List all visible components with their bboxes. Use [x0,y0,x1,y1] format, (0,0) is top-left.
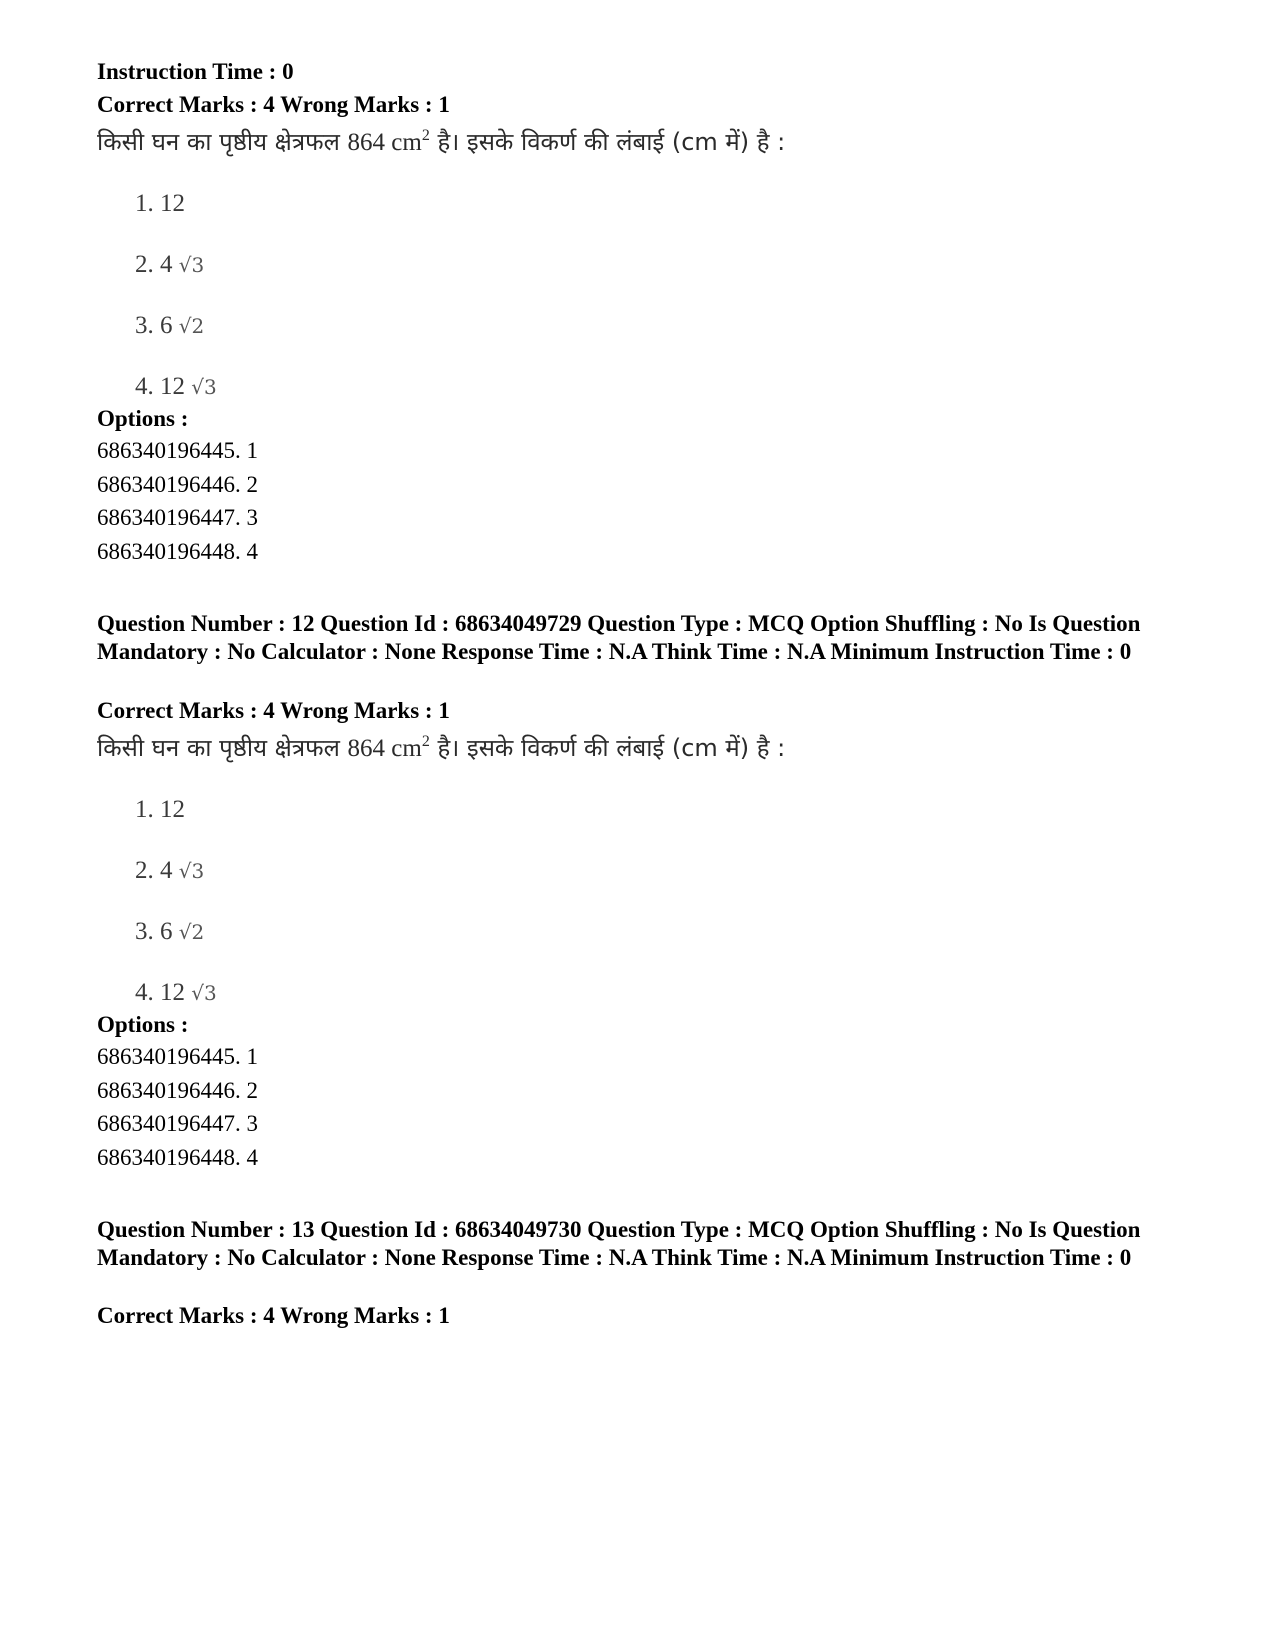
q12-choice-4-root: √3 [191,981,217,1005]
q12-question-superscript: 2 [421,733,430,750]
q11-choice-4-root: √3 [191,375,217,399]
q11-option-id: 686340196447. 3 [97,505,258,530]
q12-choice-4-label: 4. 12 [135,979,192,1006]
q11-question-prefix: किसी घन का पृष्ठीय क्षेत्रफल [97,128,348,156]
q12-choice-3 [135,917,204,947]
q11-options-label: Options : [97,406,189,431]
q11-choice-2 [135,250,204,280]
q12-header: Question Number : 12 Question Id : 68634049729 Question Type : MCQ Option Shuffling : No Is Question Mandatory : No Calculator : None Response Time : N.A Think Time : N.A Minimum Instruction Time : 0 [97,611,1141,664]
q12-choice-1-label: 1. 12 [135,796,185,823]
q11-choice-4-label: 4. 12 [135,373,192,400]
q11-question-superscript: 2 [421,127,430,144]
q12-choice-2 [135,856,204,886]
q11-options-list [97,434,1197,568]
q12-choice-2-label: 2. 4 [135,857,179,884]
q12-question-text [97,731,1197,766]
q12-option-id: 686340196448. 4 [97,1144,258,1170]
q12-option-id: 686340196445. 1 [97,1044,258,1069]
q12-choice-1 [135,795,185,825]
q13-marks: Correct Marks : 4 Wrong Marks : 1 [97,1303,450,1328]
q11-option-id: 686340196448. 4 [97,538,258,564]
q11-choice-3 [135,311,204,341]
q12-choice-3-root: √2 [178,920,205,944]
q12-choice-3-label: 3. 6 [135,918,179,945]
q11-choice-3-root: √2 [178,314,205,338]
q12-question-value: 864 cm [347,735,422,762]
q11-marks: Correct Marks : 4 Wrong Marks : 1 [97,92,450,117]
q11-option-id: 686340196445. 1 [97,438,258,463]
q11-choice-1 [135,189,185,219]
q11-choice-1-label: 1. 12 [135,190,185,217]
q11-choice-4 [135,372,217,402]
q12-options-label: Options : [97,1012,189,1037]
q12-option-id: 686340196446. 2 [97,1077,258,1103]
q12-question-prefix: किसी घन का पृष्ठीय क्षेत्रफल [97,734,348,762]
q11-question-text [97,125,1197,160]
q12-option-id: 686340196447. 3 [97,1111,258,1136]
q13-header: Question Number : 13 Question Id : 68634049730 Question Type : MCQ Option Shuffling : No Is Question Mandatory : No Calculator : None Response Time : N.A Think Time : N.A Minimum Instruction Time : 0 [97,1217,1141,1270]
q12-choice-2-root: √3 [178,859,205,883]
q11-question-value: 864 cm [347,129,422,156]
q11-instruction-time: Instruction Time : 0 [97,59,294,84]
q11-choice-2-root: √3 [178,253,205,277]
q11-choice-3-label: 3. 6 [135,312,179,339]
q12-choice-4 [135,978,217,1008]
q11-option-id: 686340196446. 2 [97,471,258,497]
q12-question-suffix: है। इसके विकर्ण की लंबाई (cm में) है : [429,734,786,762]
q11-question-suffix: है। इसके विकर्ण की लंबाई (cm में) है : [429,128,786,156]
q12-marks: Correct Marks : 4 Wrong Marks : 1 [97,698,450,723]
q12-options-list [97,1040,1197,1174]
q11-choice-2-label: 2. 4 [135,251,179,278]
